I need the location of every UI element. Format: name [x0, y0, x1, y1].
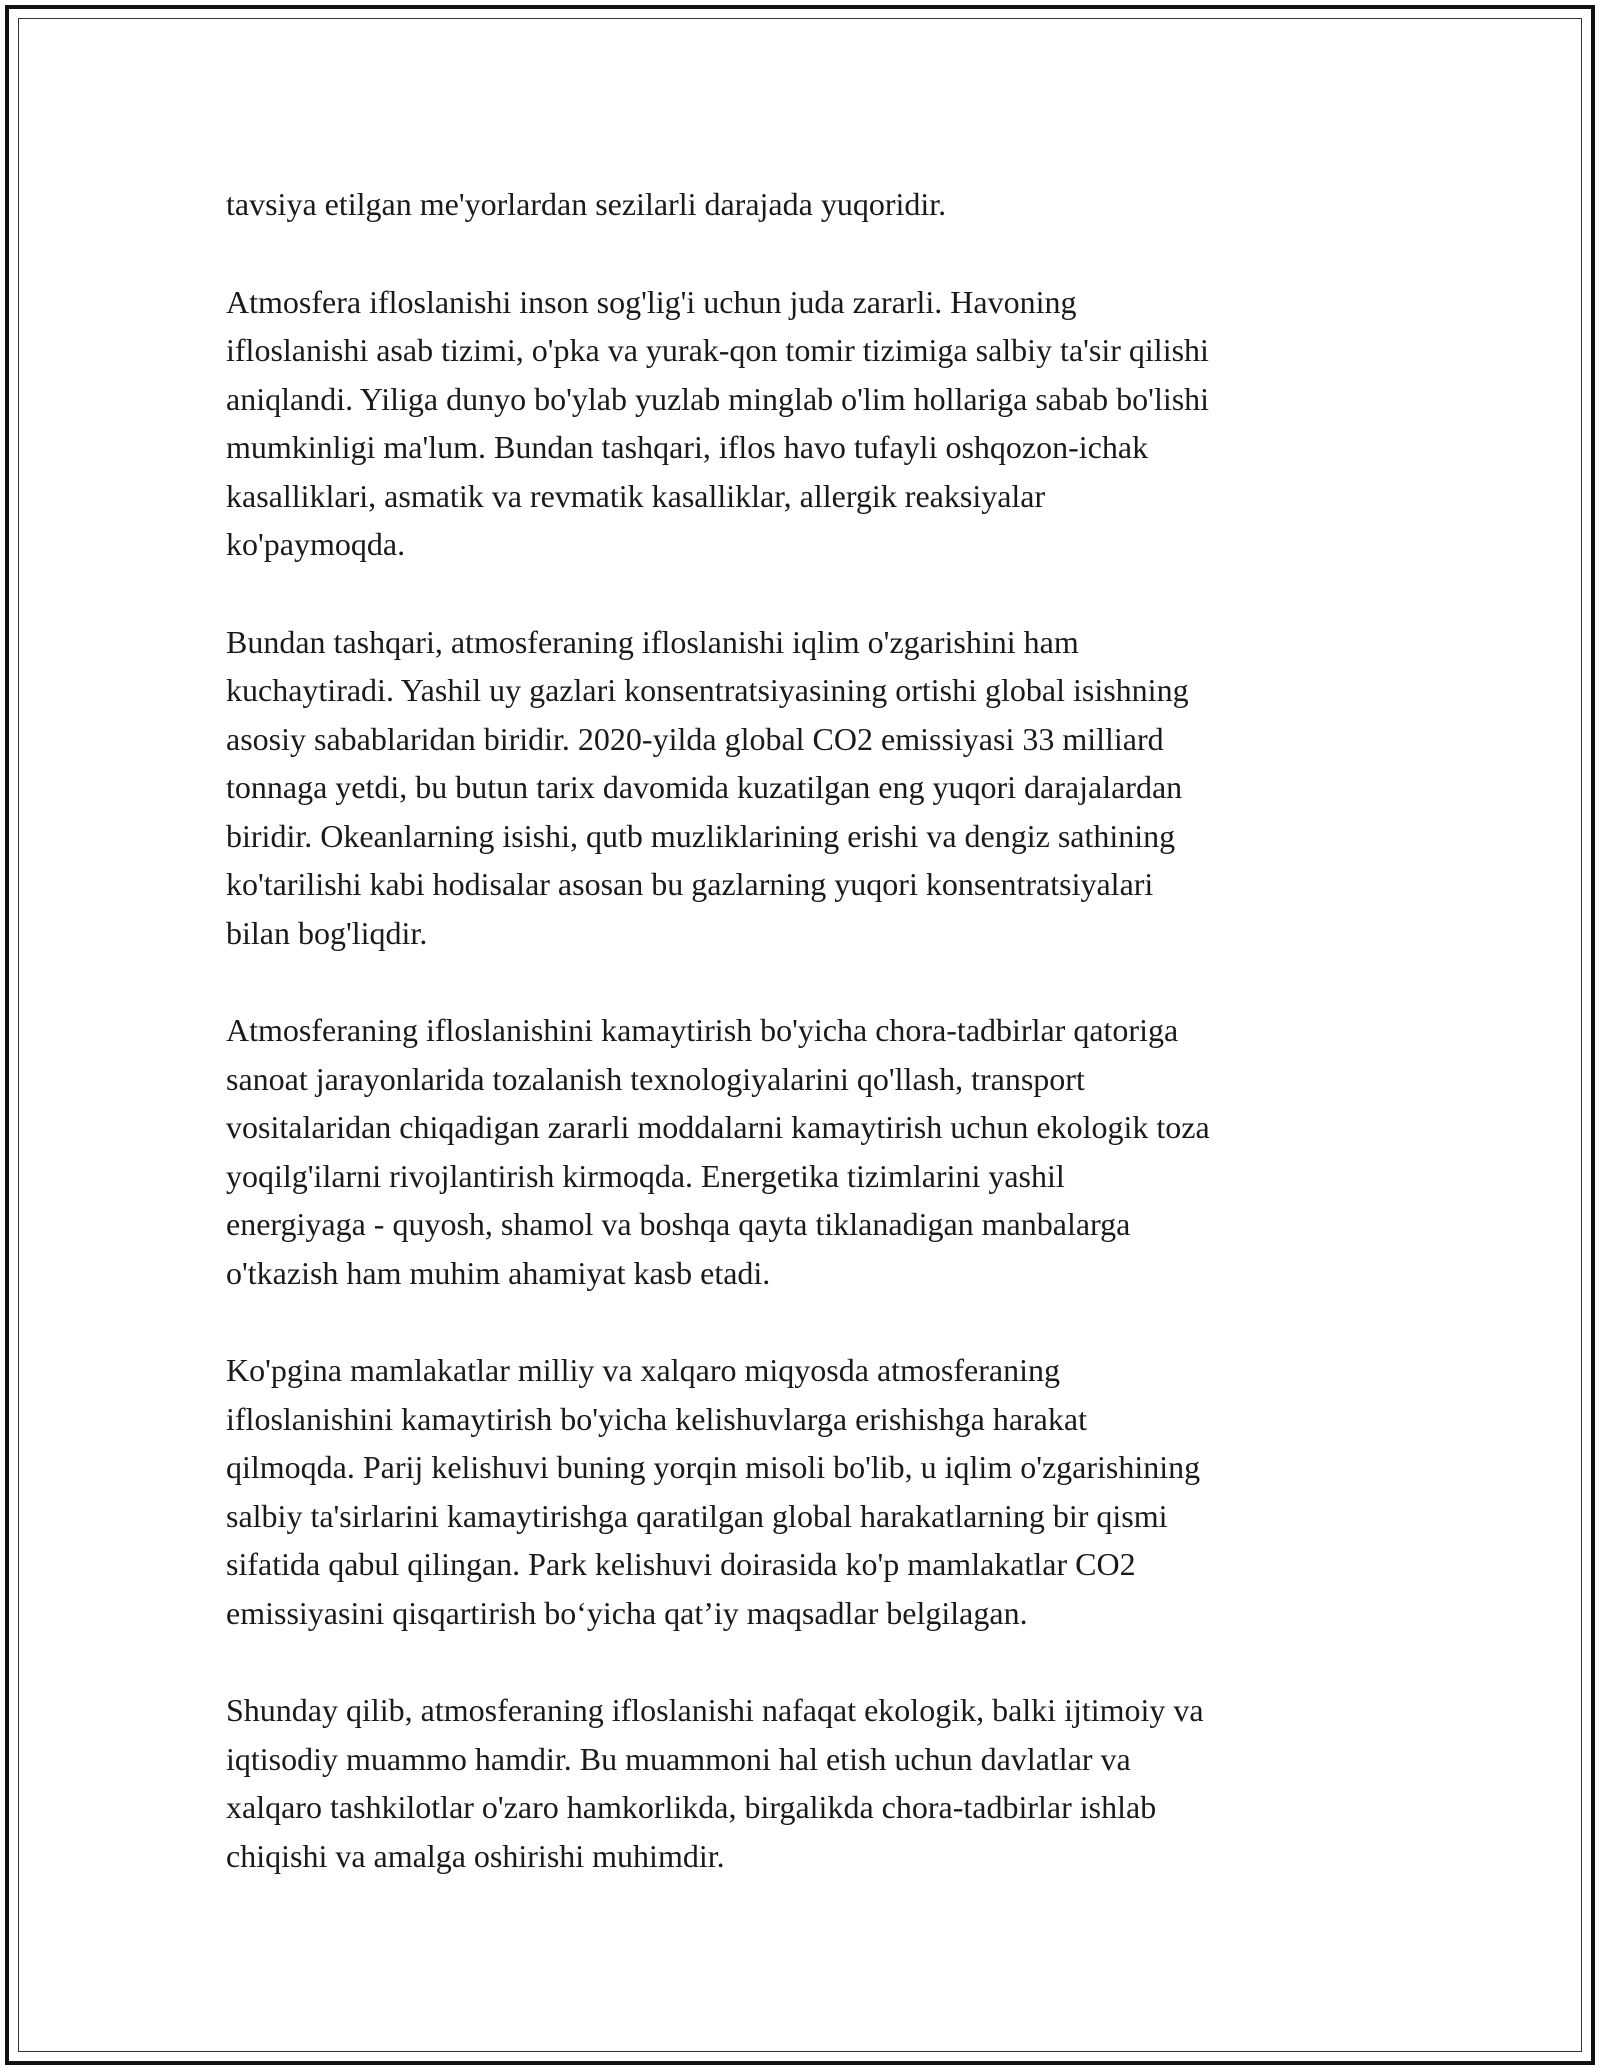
paragraph-conclusion: Shunday qilib, atmosferaning ifloslanishi nafaqat ekologik, balki ijtimoiy va iqtisodiy muammo hamdir. Bu muammoni hal etish uchun davlatlar va xalqaro tashkilotlar o'zaro hamkorlikda, birgalikda chora-tadbirlar ishlab chiqishi va amalga oshirishi muhimdir. — [226, 1692, 1204, 1874]
paragraph-international-agreements: Ko'pgina mamlakatlar milliy va xalqaro miqyosda atmosferaning ifloslanishini kamaytirish bo'yicha kelishuvlarga erishishga harakat qilmoqda. Parij kelishuvi buning yorqin misoli bo'lib, u iqlim o'zgarishining salbiy ta'sirlarini kamaytirishga qaratilgan global harakatlarning bir qismi sifatida qabul qilingan. Park kelishuvi doirasida ko'p mamlakatlar CO2 emissiyasini qisqartirish bo‘yicha qat’iy maqsadlar belgilagan. — [226, 1352, 1201, 1631]
paragraph-health-effects: Atmosfera ifloslanishi inson sog'lig'i uchun juda zararli. Havoning ifloslanishi asab tizimi, o'pka va yurak-qon tomir tizimiga salbiy ta'sir qilishi aniqlandi. Yiliga dunyo bo'ylab yuzlab minglab o'lim hollariga sabab bo'lishi mumkinligi ma'lum. Bundan tashqari, iflos havo tufayli oshqozon-ichak kasalliklari, asmatik va revmatik kasalliklar, allergik reaksiyalar ko'paymoqda. — [226, 283, 1210, 562]
paragraph-climate-change: Bundan tashqari, atmosferaning ifloslanishi iqlim o'zgarishini ham kuchaytiradi. Yashil uy gazlari konsentratsiyasining ortishi global isishning asosiy sabablaridan biridir. 2020-yilda global CO2 emissiyasi 33 milliard tonnaga yetdi, bu butun tarix davomida kuzatilgan eng yuqori darajalardan biridir. Okeanlarning isishi, qutb muzliklarining erishi va dengiz sathining ko'tarilishi kabi hodisalar asosan bu gazlarning yuqori konsentratsiyalari bilan bog'liqdir. — [226, 623, 1189, 951]
paragraph-mitigation-measures: Atmosferaning ifloslanishini kamaytirish bo'yicha chora-tadbirlar qatoriga sanoat jarayonlarida tozalanish texnologiyalarini qo'llash, transport vositalaridan chiqadigan zararli moddalarni kamaytirish uchun ekologik toza yoqilg'ilarni rivojlantirish kirmoqda. Energetika tizimlarini yashil energiyaga - quyosh, shamol va boshqa qayta tiklanadigan manbalarga o'tkazish ham muhim ahamiyat kasb etadi. — [226, 1012, 1210, 1291]
document-body — [226, 180, 1376, 1929]
paragraph-continuation: tavsiya etilgan me'yorlardan sezilarli darajada yuqoridir. — [226, 186, 947, 222]
